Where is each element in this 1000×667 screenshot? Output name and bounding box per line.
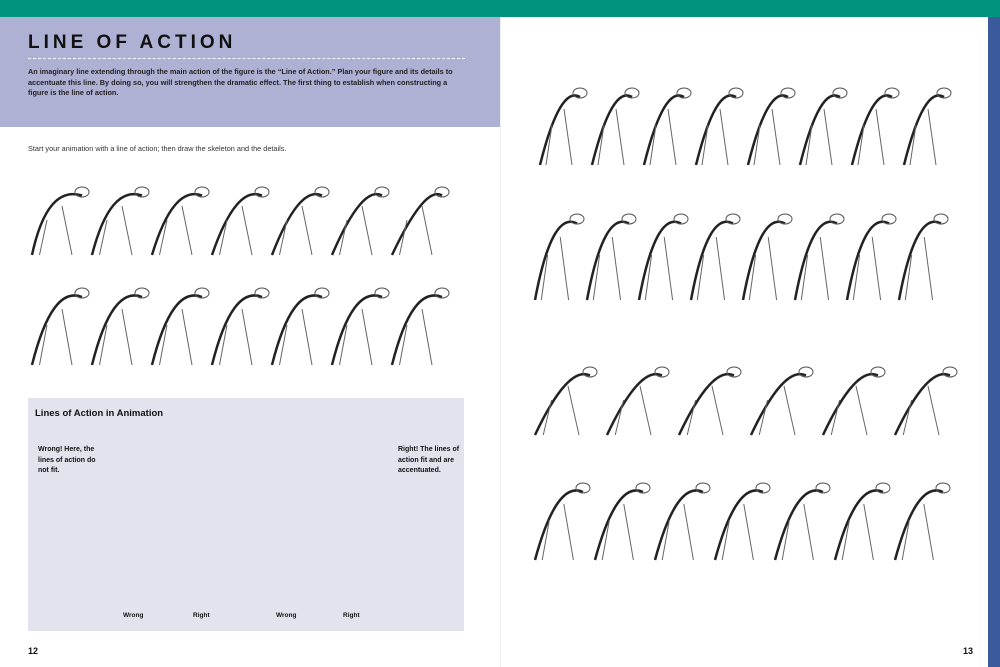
spin-figure-line-of-action — [795, 222, 837, 300]
sidebar-title: Lines of Action in Animation — [35, 408, 164, 419]
spin-figure-limbs — [541, 237, 568, 300]
label-right-1: Right — [193, 612, 210, 619]
reach-figure-line-of-action — [895, 374, 950, 435]
baseball-figure-limbs — [160, 309, 193, 365]
swing-figure-line-of-action — [655, 490, 703, 560]
swing-figure-limbs — [722, 504, 753, 560]
reach-figure-line-of-action — [607, 374, 662, 435]
stick-figure-line-of-action — [152, 194, 202, 255]
baseball-figure-limbs — [40, 309, 73, 365]
swing-figure-limbs — [602, 504, 633, 560]
throw-figure-line-of-action — [800, 95, 840, 165]
reach-figure-limbs — [831, 386, 867, 435]
throw-figure-limbs — [546, 109, 572, 165]
baseball-figure-line-of-action — [212, 295, 262, 365]
label-wrong-1: Wrong — [123, 612, 144, 619]
baseball-figure-limbs — [220, 309, 253, 365]
stick-figure-line-of-action — [392, 194, 442, 255]
throw-figure-limbs — [598, 109, 624, 165]
stick-figure-limbs — [340, 206, 373, 255]
reach-figure-line-of-action — [751, 374, 806, 435]
baseball-figure-line-of-action — [332, 295, 382, 365]
spin-figure-line-of-action — [535, 222, 577, 300]
baseball-figure-line-of-action — [272, 295, 322, 365]
baseball-figure-line-of-action — [92, 295, 142, 365]
page-number-left: 12 — [28, 646, 39, 656]
sidebar-box — [28, 398, 464, 631]
throw-figure-line-of-action — [904, 95, 944, 165]
swing-figure-limbs — [782, 504, 813, 560]
spin-figure-limbs — [853, 237, 880, 300]
baseball-figure-line-of-action — [152, 295, 202, 365]
spin-figure-line-of-action — [899, 222, 941, 300]
throw-figure-line-of-action — [592, 95, 632, 165]
spin-figure-line-of-action — [587, 222, 629, 300]
stick-figure-line-of-action — [32, 194, 82, 255]
throw-figure-line-of-action — [644, 95, 684, 165]
stick-figure-line-of-action — [332, 194, 382, 255]
throw-figure-limbs — [754, 109, 780, 165]
stick-figure-line-of-action — [272, 194, 322, 255]
swing-figure-line-of-action — [835, 490, 883, 560]
spin-figure-limbs — [749, 237, 776, 300]
stick-figure-limbs — [160, 206, 193, 255]
spin-figure-limbs — [645, 237, 672, 300]
reach-figure-limbs — [759, 386, 795, 435]
page-title: LINE OF ACTION — [28, 32, 237, 53]
stick-figure-line-of-action — [92, 194, 142, 255]
reach-figure-limbs — [615, 386, 651, 435]
spin-figure-line-of-action — [691, 222, 733, 300]
reach-figure-limbs — [687, 386, 723, 435]
throw-figure-line-of-action — [748, 95, 788, 165]
swing-figure-line-of-action — [775, 490, 823, 560]
throw-figure-line-of-action — [540, 95, 580, 165]
intro-text: An imaginary line extending through the main action of the figure is the “Line of Action.” Plan your figure and its details to accentuate this line. By doing so, you will strengthen the dramatic effect. The first thing to establish when constructing a figure is the line of action. — [28, 67, 453, 97]
page-number-right: 13 — [963, 646, 974, 656]
swing-figure-limbs — [842, 504, 873, 560]
spin-figure-limbs — [697, 237, 724, 300]
stick-figure-limbs — [40, 206, 73, 255]
throw-figure-limbs — [702, 109, 728, 165]
throw-figure-limbs — [858, 109, 884, 165]
swing-figure-limbs — [542, 504, 573, 560]
reach-figure-line-of-action — [679, 374, 734, 435]
reach-figure-line-of-action — [535, 374, 590, 435]
baseball-figure-limbs — [280, 309, 313, 365]
right-note: Right! The lines of action fit and are accentuated. — [398, 446, 460, 474]
sequence-caption: Start your animation with a line of action; then draw the skeleton and the details. — [28, 144, 287, 153]
throw-figure-limbs — [910, 109, 936, 165]
spin-figure-line-of-action — [639, 222, 681, 300]
wrong-note: Wrong! Here, the lines of action do not fit. — [38, 446, 96, 474]
label-wrong-2: Wrong — [276, 612, 297, 619]
stick-figure-line-of-action — [212, 194, 262, 255]
reach-figure-limbs — [903, 386, 939, 435]
baseball-figure-limbs — [400, 309, 433, 365]
throw-figure-limbs — [806, 109, 832, 165]
baseball-figure-limbs — [100, 309, 133, 365]
reach-figure-line-of-action — [823, 374, 878, 435]
baseball-figure-line-of-action — [392, 295, 442, 365]
swing-figure-limbs — [662, 504, 693, 560]
swing-figure-line-of-action — [535, 490, 583, 560]
stick-figure-limbs — [100, 206, 133, 255]
throw-figure-line-of-action — [852, 95, 892, 165]
spin-figure-limbs — [801, 237, 828, 300]
throw-figure-limbs — [650, 109, 676, 165]
baseball-figure-limbs — [340, 309, 373, 365]
spin-figure-limbs — [593, 237, 620, 300]
baseball-figure-line-of-action — [32, 295, 82, 365]
reach-figure-limbs — [543, 386, 579, 435]
stick-figure-limbs — [220, 206, 253, 255]
swing-figure-line-of-action — [895, 490, 943, 560]
spin-figure-limbs — [905, 237, 932, 300]
spin-figure-line-of-action — [847, 222, 889, 300]
swing-figure-line-of-action — [595, 490, 643, 560]
swing-figure-limbs — [902, 504, 933, 560]
throw-figure-line-of-action — [696, 95, 736, 165]
label-right-2: Right — [343, 612, 360, 619]
stick-figure-limbs — [280, 206, 313, 255]
spin-figure-line-of-action — [743, 222, 785, 300]
swing-figure-line-of-action — [715, 490, 763, 560]
